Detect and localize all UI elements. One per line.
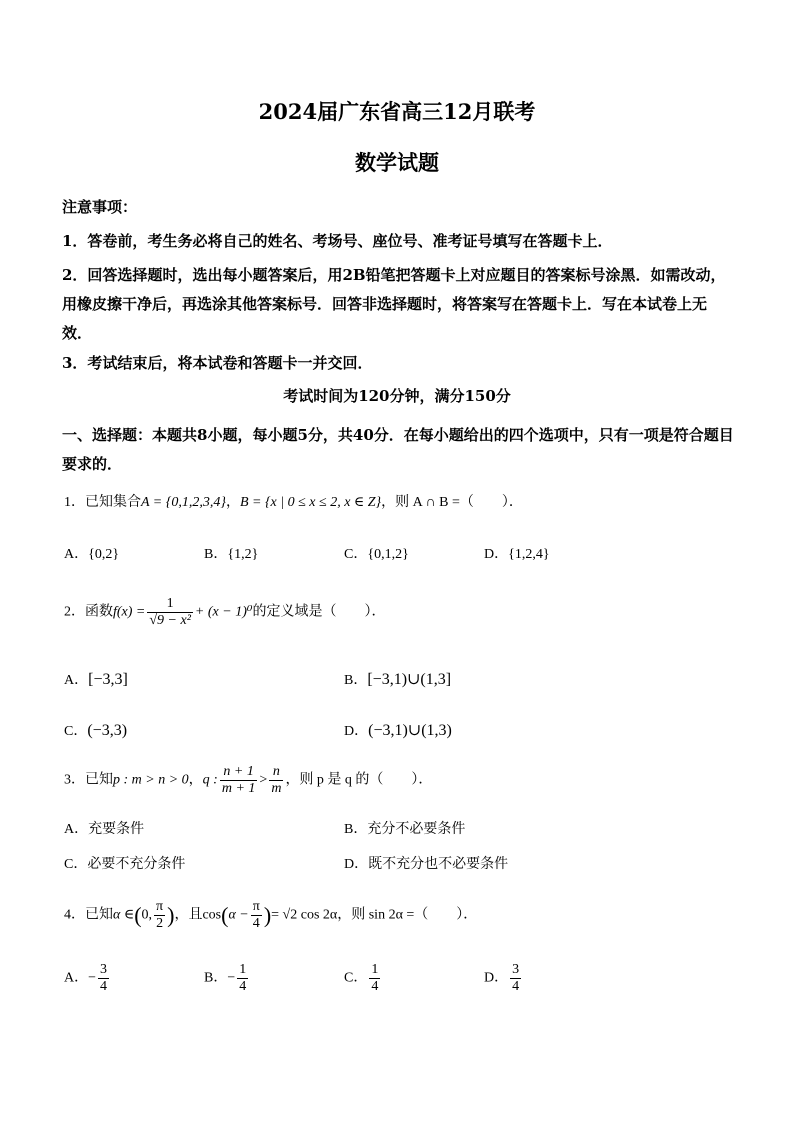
notice-item-1: 1．答卷前，考生务必将自己的姓名、考场号、座位号、准考证号填写在答题卡上． xyxy=(62,232,613,250)
option-text: 既不充分也不必要条件 xyxy=(368,857,509,872)
question-number: 3． xyxy=(64,772,85,788)
option-fraction xyxy=(237,962,248,995)
option-text: [−3,3] xyxy=(88,671,128,688)
question-text: 函数 xyxy=(85,604,113,620)
option-text: {0,1,2} xyxy=(367,547,409,562)
fraction-numerator: n xyxy=(269,764,283,781)
option-label: A． xyxy=(64,547,89,562)
question-number: 1． xyxy=(64,495,85,510)
fraction-denominator: 4 xyxy=(512,979,520,994)
fraction-denominator: m + 1 xyxy=(221,781,256,796)
left-paren: ( xyxy=(221,902,229,928)
fraction-denominator: √9 − x² xyxy=(149,613,191,628)
option-label: C． xyxy=(64,724,88,739)
q2-option-c xyxy=(64,720,127,740)
option-label: A． xyxy=(64,673,89,688)
question-text: 已知集合 xyxy=(85,495,141,510)
right-paren: ) xyxy=(263,902,272,928)
option-text: 充要条件 xyxy=(88,822,145,837)
q3-option-d xyxy=(344,853,508,873)
set-b: B = {x | 0 ≤ x ≤ 2, x ∈ Z} xyxy=(239,495,382,510)
question-text: 已知 xyxy=(85,772,113,788)
fraction-numerator: 3 xyxy=(512,962,520,977)
separator: ， xyxy=(225,495,240,510)
q2-option-b xyxy=(344,669,451,689)
fraction-numerator: π xyxy=(252,899,260,914)
option-text: 充分不必要条件 xyxy=(367,822,466,837)
fraction-numerator: 1 xyxy=(147,596,193,613)
equation-rhs: = √2 cos 2α xyxy=(271,907,338,923)
q3-option-a xyxy=(64,818,144,838)
cos-text: ，且cos xyxy=(174,907,222,923)
fraction-numerator: n + 1 xyxy=(220,764,258,781)
fraction-denominator: m xyxy=(271,781,282,796)
condition-q-label: q : xyxy=(202,772,218,788)
option-label: D． xyxy=(344,857,369,872)
q2-option-d xyxy=(344,720,452,740)
option-label: A． xyxy=(64,970,89,986)
question-suffix: ，则 p 是 q 的（ ）． xyxy=(285,772,433,788)
option-text: 必要不充分条件 xyxy=(87,857,186,872)
question-number: 2． xyxy=(64,604,85,620)
option-text: {1,2} xyxy=(227,547,259,562)
option-text: (−3,1)∪(1,3) xyxy=(368,722,452,739)
option-label: C． xyxy=(344,970,368,986)
exam-subtitle: 数学试题 xyxy=(355,150,439,175)
option-fraction xyxy=(510,962,521,995)
fraction-denominator: 4 xyxy=(239,979,247,994)
interval-left: 0, xyxy=(141,907,153,923)
question-suffix: ，则 sin 2α =（ ）． xyxy=(337,907,478,923)
option-label: C． xyxy=(344,547,368,562)
option-fraction xyxy=(369,962,380,995)
q2-option-a xyxy=(64,669,128,689)
option-text: [−3,1)∪(1,3] xyxy=(367,671,452,688)
notice-item-2: 2．回答选择题时，选出每小题答案后，用2B铅笔把答题卡上对应题目的答案标号涂黑．如需改动，用橡皮擦干净后，再选涂其他答案标号．回答非选择题时，将答案写在答题卡上．写在本试卷上无效． xyxy=(62,266,726,342)
alpha-minus: α − xyxy=(228,907,249,923)
q1-option-a xyxy=(64,543,119,563)
left-paren: ( xyxy=(134,902,142,928)
alpha-in: α ∈ xyxy=(113,907,135,923)
section-1-heading: 一、选择题：本题共8小题，每小题5分，共40分．在每小题给出的四个选项中，只有一项是符合题目要求的． xyxy=(62,426,734,473)
fraction xyxy=(220,764,258,797)
option-label: B． xyxy=(204,547,228,562)
option-text: {0,2} xyxy=(88,547,120,562)
notice-item-3: 3．考试结束后，将本试卷和答题卡一并交回． xyxy=(62,354,373,372)
option-label: D． xyxy=(484,970,509,986)
option-text: (−3,3) xyxy=(87,722,128,739)
q4-option-a xyxy=(64,962,111,995)
q3-option-b xyxy=(344,818,465,838)
fraction-denominator: 4 xyxy=(100,979,108,994)
separator: ， xyxy=(188,772,203,788)
q4-option-d xyxy=(484,962,523,995)
fraction-numerator: π xyxy=(156,899,164,914)
question-number: 4． xyxy=(64,907,85,923)
fraction xyxy=(269,764,283,797)
fraction-numerator: 1 xyxy=(371,962,379,977)
option-label: C． xyxy=(64,857,88,872)
q3-option-c xyxy=(64,853,185,873)
option-sign: − xyxy=(88,970,97,986)
option-label: B． xyxy=(344,673,368,688)
fraction xyxy=(147,596,193,629)
plus-term: + (x − 1)⁰ xyxy=(194,604,253,620)
question-text: 已知 xyxy=(85,907,113,923)
question-3 xyxy=(64,764,432,797)
option-fraction xyxy=(98,962,109,995)
greater-than: > xyxy=(259,772,268,788)
question-4 xyxy=(64,899,477,932)
question-1 xyxy=(64,491,523,511)
fraction-denominator: 2 xyxy=(156,916,164,931)
option-sign: − xyxy=(227,970,236,986)
exam-time-info: 考试时间为120分钟，满分150分 xyxy=(283,387,511,405)
condition-p: p : m > n > 0 xyxy=(113,772,189,788)
option-label: B． xyxy=(204,970,228,986)
function-name: f(x) = xyxy=(113,604,146,620)
fraction-numerator: 1 xyxy=(239,962,247,977)
notice-heading: 注意事项： xyxy=(62,198,138,216)
fraction xyxy=(154,899,165,932)
question-suffix: 的定义域是（ ）． xyxy=(252,604,386,620)
right-paren: ) xyxy=(167,902,175,928)
q1-option-c xyxy=(344,543,409,563)
option-label: D． xyxy=(484,547,509,562)
q1-option-d xyxy=(484,543,550,563)
option-label: D． xyxy=(344,724,369,739)
q1-option-b xyxy=(204,543,258,563)
q4-option-b xyxy=(204,962,250,995)
fraction-numerator: 3 xyxy=(100,962,108,977)
question-suffix: ，则 A ∩ B =（ ）． xyxy=(381,495,523,510)
exam-title: 2024届广东省高三12月联考 xyxy=(258,99,536,124)
fraction xyxy=(251,899,262,932)
set-a: A = {0,1,2,3,4} xyxy=(141,495,226,510)
question-2 xyxy=(64,596,385,629)
fraction-denominator: 4 xyxy=(371,979,379,994)
fraction-denominator: 4 xyxy=(252,916,260,931)
option-text: {1,2,4} xyxy=(508,547,550,562)
q4-option-c xyxy=(344,962,382,995)
option-label: B． xyxy=(344,822,368,837)
option-label: A． xyxy=(64,822,89,837)
